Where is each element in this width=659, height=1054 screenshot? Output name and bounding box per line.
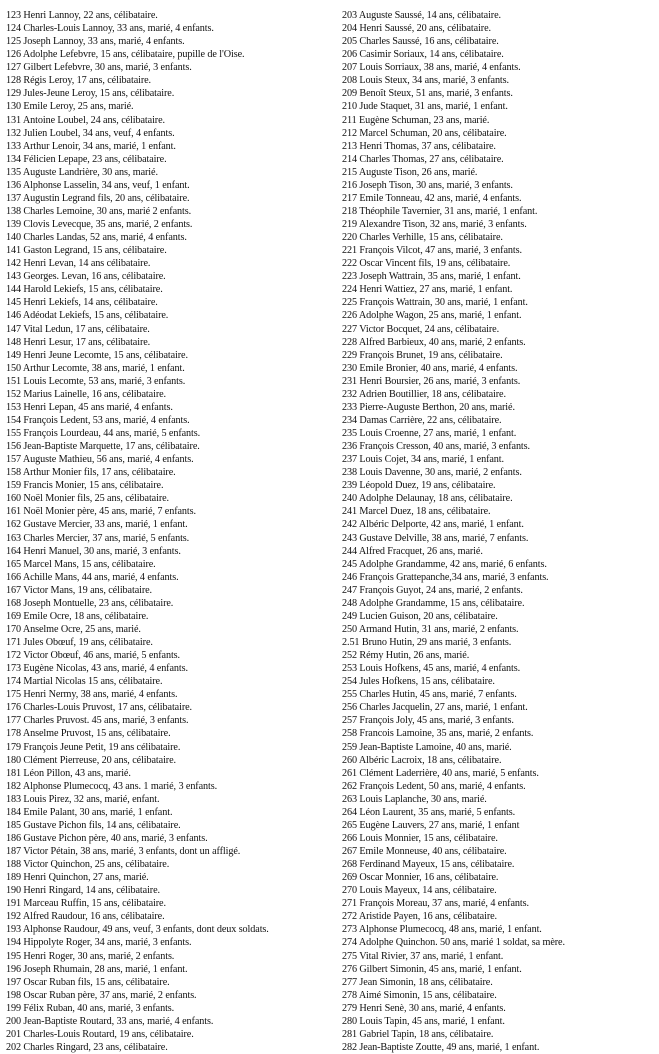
list-item: 248 Adolphe Grandamme, 15 ans, célibataire. [342, 597, 525, 609]
list-item: 281 Gabriel Tapin, 18 ans, célibataire. [342, 1028, 494, 1040]
list-item: 186 Gustave Pichon père, 40 ans, marié, 3 enfants. [6, 832, 208, 844]
list-item: 237 Louis Cojet, 34 ans, marié, 1 enfant. [342, 454, 504, 466]
list-item: 280 Louis Tapin, 45 ans, marié, 1 enfant. [342, 1015, 505, 1027]
list-item: 192 Alfred Raudour, 16 ans, célibataire. [6, 911, 165, 923]
list-item: 219 Alexandre Tison, 32 ans, marié, 3 enfants. [342, 219, 527, 230]
list-item: 232 Adrien Boutillier, 18 ans, célibataire. [342, 388, 506, 400]
list-item: 210 Jude Staquet, 31 ans, marié, 1 enfant. [342, 101, 508, 113]
list-item: 126 Adolphe Lefebvre, 15 ans, célibataire, pupille de l'Oise. [6, 49, 245, 61]
list-item: 162 Gustave Mercier, 33 ans, marié, 1 enfant. [6, 519, 188, 531]
list-item: 166 Achille Mans, 44 ans, marié, 4 enfants. [6, 571, 179, 583]
list-item: 125 Joseph Lannoy, 33 ans, marié, 4 enfants. [6, 36, 185, 48]
list-item: 222 Oscar Vincent fils, 19 ans, célibataire. [342, 258, 511, 270]
list-item: 133 Arthur Lenoir, 34 ans, marié, 1 enfant. [6, 140, 176, 152]
list-item: 254 Jules Hofkens, 15 ans, célibataire. [342, 676, 495, 688]
list-item: 149 Henri Jeune Lecomte, 15 ans, célibataire. [6, 349, 188, 361]
list-item: 158 Arthur Monier fils, 17 ans, célibataire. [6, 467, 176, 479]
list-item: 197 Oscar Ruban fils, 15 ans, célibataire. [6, 976, 170, 988]
list-item: 187 Victor Pétain, 38 ans, marié, 3 enfants, dont un affligé. [6, 846, 241, 857]
list-item: 261 Clément Laderrière, 40 ans, marié, 5 enfants. [342, 767, 539, 779]
list-item: 178 Anselme Pruvost, 15 ans, célibataire. [6, 728, 171, 740]
list-item: 163 Charles Mercier, 37 ans, marié, 5 enfants. [6, 532, 190, 544]
list-item: 182 Alphonse Plumecocq, 43 ans. 1 marié, 3 enfants. [6, 780, 218, 792]
list-item: 185 Gustave Pichon fils, 14 ans, célibataire. [6, 819, 181, 831]
list-item: 263 Louis Laplanche, 30 ans, marié. [342, 793, 487, 805]
list-item: 268 Ferdinand Mayeux, 15 ans, célibataire. [342, 859, 515, 871]
list-item: 123 Henri Lannoy, 22 ans, célibataire. [6, 10, 158, 21]
list-item: 255 Charles Hutin, 45 ans, marié, 7 enfants. [342, 689, 517, 701]
list-item: 147 Vital Ledun, 17 ans, célibataire. [6, 323, 150, 335]
list-item: 207 Louis Sorriaux, 38 ans, marié, 4 enfants. [342, 62, 521, 74]
list-item: 181 Léon Pillon, 43 ans, marié. [6, 767, 131, 779]
list-item: 169 Emile Ocre, 18 ans, célibataire. [6, 610, 149, 622]
list-item: 257 François Joly, 45 ans, marié, 3 enfants. [342, 715, 514, 727]
list-item: 241 Marcel Duez, 18 ans, célibataire. [342, 506, 491, 518]
list-item: 173 Eugène Nicolas, 43 ans, marié, 4 enfants. [6, 663, 188, 675]
list-item: 225 François Wattrain, 30 ans, marié, 1 enfant. [342, 297, 528, 309]
list-item: 153 Henri Lepan, 45 ans marié, 4 enfants. [6, 401, 173, 413]
list-item: 199 Félix Ruban, 40 ans, marié, 3 enfants. [6, 1002, 175, 1014]
list-item: 2.51 Bruno Hutin, 29 ans marié, 3 enfants. [342, 637, 512, 648]
list-item: 168 Joseph Montuelle, 23 ans, célibataire. [6, 597, 174, 609]
list-item: 246 François Grattepanche,34 ans, marié, 3 enfants. [342, 571, 549, 583]
list-item: 265 Eugène Lauvers, 27 ans, marié, 1 enfant [342, 819, 520, 831]
list-item: 216 Joseph Tison, 30 ans, marié, 3 enfants. [342, 179, 513, 191]
list-item: 275 Vital Rivier, 37 ans, marié, 1 enfant. [342, 950, 504, 962]
list-item: 202 Charles Ringard, 23 ans, célibataire. [6, 1041, 168, 1053]
list-item: 194 Hippolyte Roger, 34 ans, marié, 3 enfants. [6, 937, 192, 949]
list-item: 228 Alfred Barbieux, 40 ans, marié, 2 enfants. [342, 336, 526, 348]
list-item: 140 Charles Landas, 52 ans, marié, 4 enfants. [6, 232, 187, 244]
list-item: 227 Victor Bocquet, 24 ans, célibataire. [342, 323, 500, 335]
list-item: 201 Charles-Louis Routard, 19 ans, célibataire. [6, 1028, 194, 1040]
list-item: 252 Rémy Hutin, 26 ans, marié. [342, 650, 470, 662]
list-item: 249 Lucien Guison, 20 ans, célibataire. [342, 610, 498, 622]
list-item: 233 Pierre-Auguste Berthon, 20 ans, marié. [342, 401, 515, 413]
list-item: 204 Henri Saussé, 20 ans, célibataire. [342, 23, 491, 35]
list-item: 137 Augustin Legrand fils, 20 ans, célibataire. [6, 192, 190, 204]
list-item: 136 Alphonse Lasselin, 34 ans, veuf, 1 enfant. [6, 179, 190, 191]
list-item: 165 Marcel Mans, 15 ans, célibataire. [6, 558, 156, 570]
list-item: 267 Emile Monneuse, 40 ans, célibataire. [342, 846, 507, 857]
list-item: 226 Adolphe Wagon, 25 ans, marié, 1 enfant. [342, 310, 522, 322]
list-item: 269 Oscar Monnier, 16 ans, célibataire. [342, 872, 499, 884]
list-item: 282 Jean-Baptiste Zoutte, 49 ans, marié, 1 enfant. [342, 1041, 540, 1053]
list-item: 176 Charles-Louis Pruvost, 17 ans, célibataire. [6, 702, 192, 714]
list-item: 146 Adéodat Lekiefs, 15 ans, célibataire. [6, 310, 169, 322]
list-item: 170 Anselme Ocre, 25 ans, marié. [6, 623, 141, 635]
list-item: 208 Louis Steux, 34 ans, marié, 3 enfants. [342, 75, 509, 87]
list-item: 209 Benoît Steux, 51 ans, marié, 3 enfants. [342, 88, 513, 100]
list-item: 200 Jean-Baptiste Routard, 33 ans, marié, 4 enfants. [6, 1015, 214, 1027]
list-item: 143 Georges. Levan, 16 ans, célibataire. [6, 271, 166, 283]
list-item: 203 Auguste Saussé, 14 ans, célibataire. [342, 10, 501, 21]
list-item: 235 Louis Croenne, 27 ans, marié, 1 enfant. [342, 428, 517, 439]
list-item: 139 Clovis Levecque, 35 ans, marié, 2 enfants. [6, 219, 193, 230]
list-item: 172 Victor Obœuf, 46 ans, marié, 5 enfants. [6, 650, 180, 662]
list-item: 193 Alphonse Raudour, 49 ans, veuf, 3 enfants, dont deux soldats. [6, 924, 269, 936]
list-item: 188 Victor Quinchon, 25 ans, célibataire. [6, 859, 170, 871]
list-item: 213 Henri Thomas, 37 ans, célibataire. [342, 140, 496, 152]
list-item: 171 Jules Obœuf, 19 ans, célibataire. [6, 637, 153, 648]
list-item: 224 Henri Wattiez, 27 ans, marié, 1 enfant. [342, 284, 513, 296]
list-item: 260 Albéric Lacroix, 18 ans, célibataire. [342, 754, 502, 766]
list-item: 190 Henri Ringard, 14 ans, célibataire. [6, 885, 160, 897]
list-item: 177 Charles Pruvost. 45 ans, marié, 3 enfants. [6, 715, 189, 727]
list-item: 236 François Cresson, 40 ans, marié, 3 enfants. [342, 441, 530, 453]
list-item: 276 Gilbert Simonin, 45 ans, marié, 1 enfant. [342, 963, 522, 975]
list-item: 214 Charles Thomas, 27 ans, célibataire. [342, 153, 504, 165]
list-item: 189 Henri Quinchon, 27 ans, marié. [6, 872, 149, 884]
list-item: 156 Jean-Baptiste Marquette, 17 ans, célibataire. [6, 441, 200, 453]
list-item: 243 Gustave Delville, 38 ans, marié, 7 enfants. [342, 532, 529, 544]
list-item: 218 Théophile Tavernier, 31 ans, marié, 1 enfant. [342, 205, 538, 217]
list-item: 279 Henri Senè, 30 ans, marié, 4 enfants. [342, 1002, 506, 1014]
list-item: 159 Francis Monier, 15 ans, célibataire. [6, 480, 164, 492]
list-item: 205 Charles Saussé, 16 ans, célibataire. [342, 36, 499, 48]
list-item: 151 Louis Lecomte, 53 ans, marié, 3 enfants. [6, 375, 186, 387]
list-item: 278 Aimé Simonin, 15 ans, célibataire. [342, 989, 497, 1001]
list-item: 155 François Lourdeau, 44 ans, marié, 5 enfants. [6, 428, 201, 439]
list-item: 259 Jean-Baptiste Lamoine, 40 ans, marié. [342, 741, 512, 753]
list-item: 145 Henri Lekiefs, 14 ans, célibataire. [6, 297, 158, 309]
list-item: 148 Henri Lesur, 17 ans, célibataire. [6, 336, 151, 348]
list-item: 161 Noël Monier père, 45 ans, marié, 7 enfants. [6, 506, 196, 518]
list-item: 160 Noël Monier fils, 25 ans, célibataire. [6, 493, 169, 505]
list-item: 247 François Guyot, 24 ans, marié, 2 enfants. [342, 584, 523, 596]
list-item: 175 Henri Nermy, 38 ans, marié, 4 enfants. [6, 689, 178, 701]
list-item: 131 Antoine Loubel, 24 ans, célibataire. [6, 114, 165, 126]
list-item: 253 Louis Hofkens, 45 ans, marié, 4 enfants. [342, 663, 521, 675]
list-item: 164 Henri Manuel, 30 ans, marié, 3 enfants. [6, 545, 181, 557]
list-item: 271 François Moreau, 37 ans, marié, 4 enfants. [342, 898, 529, 910]
list-item: 272 Aristide Payen, 16 ans, célibataire. [342, 911, 497, 923]
list-item: 174 Martial Nicolas 15 ans, célibataire. [6, 676, 163, 688]
list-item: 240 Adolphe Delaunay, 18 ans, célibataire. [342, 493, 513, 505]
list-item: 215 Auguste Tison, 26 ans, marié. [342, 166, 478, 178]
list-item: 128 Régis Leroy, 17 ans, célibataire. [6, 75, 152, 87]
list-item: 130 Emile Leroy, 25 ans, marié. [6, 101, 134, 113]
list-item: 277 Jean Simonin, 18 ans, célibataire. [342, 976, 493, 988]
list-item: 270 Louis Mayeux, 14 ans, célibataire. [342, 885, 497, 897]
right-column [342, 9, 657, 1054]
list-item: 239 Léopold Duez, 19 ans, célibataire. [342, 480, 496, 492]
list-item: 231 Henri Boursier, 26 ans, marié, 3 enfants. [342, 375, 521, 387]
list-item: 234 Damas Carrière, 22 ans, célibataire. [342, 414, 502, 426]
list-item: 230 Emile Bronier, 40 ans, marié, 4 enfants. [342, 362, 518, 374]
list-item: 244 Alfred Fracquet, 26 ans, marié. [342, 545, 483, 557]
list-item: 144 Harold Lekiefs, 15 ans, célibataire. [6, 284, 163, 296]
list-item: 220 Charles Verhille, 15 ans, célibataire. [342, 232, 503, 244]
list-item: 250 Armand Hutin, 31 ans, marié, 2 enfants. [342, 623, 519, 635]
list-item: 264 Léon Laurent, 35 ans, marié, 5 enfants. [342, 806, 516, 818]
list-item: 211 Eugène Schuman, 23 ans, marié. [342, 114, 490, 126]
list-item: 238 Louis Davenne, 30 ans, marié, 2 enfants. [342, 467, 522, 479]
list-item: 245 Adolphe Grandamme, 42 ans, marié, 6 enfants. [342, 558, 547, 570]
list-item: 217 Emile Tonneau, 42 ans, marié, 4 enfants. [342, 192, 522, 204]
list-item: 142 Henri Levan, 14 ans célibataire. [6, 258, 151, 270]
list-item: 223 Joseph Wattrain, 35 ans, marié, 1 enfant. [342, 271, 521, 283]
list-item: 191 Marceau Ruffin, 15 ans, célibataire. [6, 898, 166, 910]
list-item: 266 Louis Monnier, 15 ans, célibataire. [342, 832, 498, 844]
left-column [6, 9, 341, 1054]
list-item: 242 Albéric Delporte, 42 ans, marié, 1 enfant. [342, 519, 524, 531]
list-item: 184 Emile Palant, 30 ans, marié, 1 enfant. [6, 806, 173, 818]
list-item: 134 Félicien Lepape, 23 ans, célibataire. [6, 153, 167, 165]
list-item: 274 Adolphe Quinchon. 50 ans, marié 1 soldat, sa mère. [342, 937, 565, 949]
list-item: 124 Charles-Louis Lannoy, 33 ans, marié, 4 enfants. [6, 23, 214, 35]
list-item: 127 Gilbert Lefebvre, 30 ans, marié, 3 enfants. [6, 62, 192, 74]
list-item: 152 Marius Lainelle, 16 ans, célibataire. [6, 388, 166, 400]
list-item: 138 Charles Lemoine, 30 ans, marié 2 enfants. [6, 205, 192, 217]
list-item: 132 Julien Loubel, 34 ans, veuf, 4 enfants. [6, 127, 175, 139]
list-item: 229 François Brunet, 19 ans, célibataire. [342, 349, 503, 361]
list-item: 273 Alphonse Plumecocq, 48 ans, marié, 1 enfant. [342, 924, 542, 936]
list-item: 198 Oscar Ruban père, 37 ans, marié, 2 enfants. [6, 989, 197, 1001]
list-item: 157 Auguste Mathieu, 56 ans, marié, 4 enfants. [6, 454, 194, 466]
list-item: 179 François Jeune Petit, 19 ans célibataire. [6, 741, 181, 753]
list-item: 141 Gaston Legrand, 15 ans, célibataire. [6, 245, 167, 257]
list-item: 129 Jules-Jeune Leroy, 15 ans, célibataire. [6, 88, 175, 100]
list-item: 221 François Vilcot, 47 ans, marié, 3 enfants. [342, 245, 522, 257]
list-item: 150 Arthur Lecomte, 38 ans, marié, 1 enfant. [6, 362, 185, 374]
list-item: 256 Charles Jacquelin, 27 ans, marié, 1 enfant. [342, 702, 528, 714]
list-item: 135 Auguste Landrière, 30 ans, marié. [6, 166, 158, 178]
list-item: 195 Henri Roger, 30 ans, marié, 2 enfants. [6, 950, 175, 962]
list-item: 196 Joseph Rhumain, 28 ans, marié, 1 enfant. [6, 963, 188, 975]
list-item: 167 Victor Mans, 19 ans, célibataire. [6, 584, 153, 596]
list-item: 212 Marcel Schuman, 20 ans, célibataire. [342, 127, 507, 139]
list-item: 262 François Ledent, 50 ans, marié, 4 enfants. [342, 780, 526, 792]
list-item: 183 Louis Pirez, 32 ans, marié, enfant. [6, 793, 160, 805]
list-item: 154 François Ledent, 53 ans, marié, 4 enfants. [6, 414, 190, 426]
list-item: 258 Francois Lamoine, 35 ans, marié, 2 enfants. [342, 728, 534, 740]
list-item: 180 Clément Pierreuse, 20 ans, célibataire. [6, 754, 176, 766]
list-item: 206 Casimir Soriaux, 14 ans, célibataire. [342, 49, 504, 61]
